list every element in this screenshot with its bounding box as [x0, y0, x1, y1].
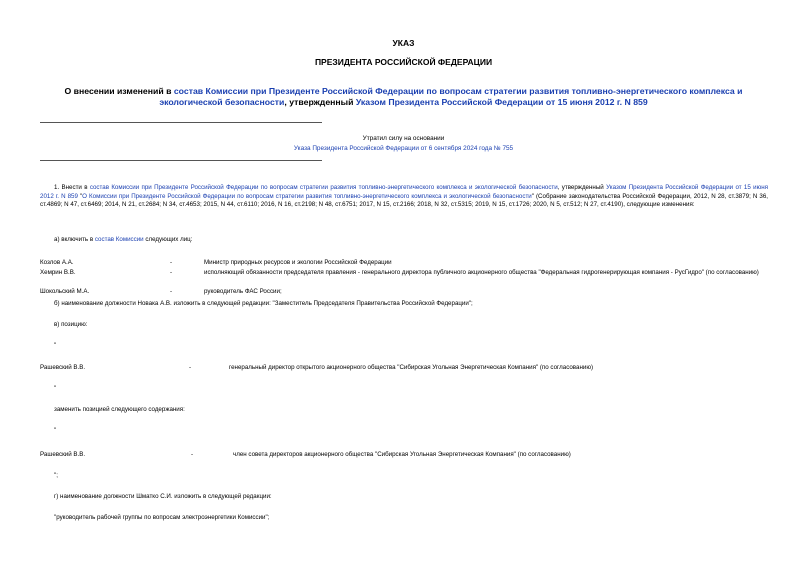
para1-text-2: , утвержденный — [557, 184, 607, 191]
quote-close-2: "; — [54, 472, 58, 479]
person-name: Шокольский М.А. — [40, 288, 90, 295]
person-name: Хемрин В.В. — [40, 269, 76, 276]
rashevsky-name-2: Рашевский В.В. — [40, 451, 86, 458]
item-a-post: следующих лиц: — [143, 236, 193, 243]
rashevsky-name: Рашевский В.В. — [40, 364, 86, 371]
quote-open: " — [54, 342, 57, 349]
para1-text-3: " — [77, 192, 83, 200]
commission-composition-link[interactable]: состав Комиссии при Президенте Российской Федерации по вопросам стратегии развития топливно-энергетического комплекса и экологической безопасности — [159, 86, 743, 107]
person-role: Министр природных ресурсов и экологии Российской Федерации — [204, 259, 392, 266]
para1-text-4: " (Собрание законодательства Российской Федерации, 2012, N 28, ст.3879; N 36, ст.4869; N 47, ст.6469; 2014, N 21, ст.2684; N 34, ст.4653; 2015, N 44, ст.6110; 2016, N 16, ст.2198; N 48, ст.6751; 2017, N 15, ст.2166; 2018, N 32, ст.5315; 2019, N 15, ст.1726; 2020, N 5, ст.512; N 27, ст.4190), следующие изменения: — [40, 192, 768, 208]
repeal-notice: Утратил силу на основании — [362, 135, 445, 142]
commission-link-3[interactable]: состав Комиссии — [94, 236, 144, 243]
quote-close: " — [54, 385, 57, 392]
item-v: в) позицию: — [54, 321, 88, 328]
subtitle-prefix: О внесении изменений в — [64, 86, 174, 96]
rashevsky-role: генеральный директор открытого акционерного общества "Сибирская Угольная Энергетическая Компания" (по согласованию) — [229, 364, 594, 371]
commission-composition-link-2[interactable]: состав Комиссии при Президенте Российской Федерации по вопросам стратегии развития топливно-энергетического комплекса и экологической безопасности — [89, 184, 558, 191]
decree-859-link[interactable]: Указом Президента Российской Федерации от 15 июня 2012 г. N 859 — [355, 97, 648, 107]
person-name: Козлов А.А. — [40, 259, 74, 266]
replace-text: заменить позицией следующего содержания: — [54, 406, 185, 413]
para1-text: 1. Внести в — [54, 184, 90, 191]
divider-bottom — [40, 160, 322, 161]
item-g-quote: "руководитель рабочей группы по вопросам электроэнергетики Комиссии"; — [54, 514, 270, 521]
person-dash: - — [170, 269, 173, 276]
decree-title: УКАЗ — [392, 38, 415, 48]
person-role: исполняющий обязанности председателя правления - генерального директора публичного акционерного общества "Федеральная гидрогенерирующая компания - РусГидро" (по согласованию) — [204, 269, 759, 276]
person-dash: - — [170, 288, 173, 295]
item-g: г) наименование должности Шматко С.И. изложить в следующей редакции: — [54, 493, 272, 500]
divider-top — [40, 122, 322, 123]
person-role: руководитель ФАС России; — [204, 288, 282, 295]
rashevsky-dash-2: - — [191, 451, 194, 458]
rashevsky-role-2: член совета директоров акционерного общества "Сибирская Угольная Энергетическая Компания" (по согласованию) — [233, 451, 571, 458]
person-dash: - — [170, 259, 173, 266]
subtitle-middle: , утвержденный — [284, 97, 356, 107]
item-b: б) наименование должности Новака А.В. изложить в следующей редакции: "Заместитель Председателя Правительства Российской Федерации"; — [54, 300, 473, 307]
commission-decree-link[interactable]: О Комиссии при Президенте Российской Федерации по вопросам стратегии развития топливно-энергетического комплекса и экологической безопасности — [82, 192, 532, 200]
decree-859-link-2[interactable]: Указом Президента Российской Федерации от 15 июня 2012 г. N 859 — [40, 184, 768, 200]
item-a-pre: а) включить в — [54, 236, 95, 243]
repeal-decree-link[interactable]: Указа Президента Российской Федерации от 6 сентября 2024 года № 755 — [293, 145, 514, 152]
decree-issuer: ПРЕЗИДЕНТА РОССИЙСКОЙ ФЕДЕРАЦИИ — [314, 57, 493, 67]
decree-subtitle — [40, 86, 767, 108]
item-a — [54, 236, 192, 245]
paragraph-1 — [40, 184, 768, 210]
rashevsky-dash: - — [189, 364, 192, 371]
quote-open-2: " — [54, 427, 57, 434]
